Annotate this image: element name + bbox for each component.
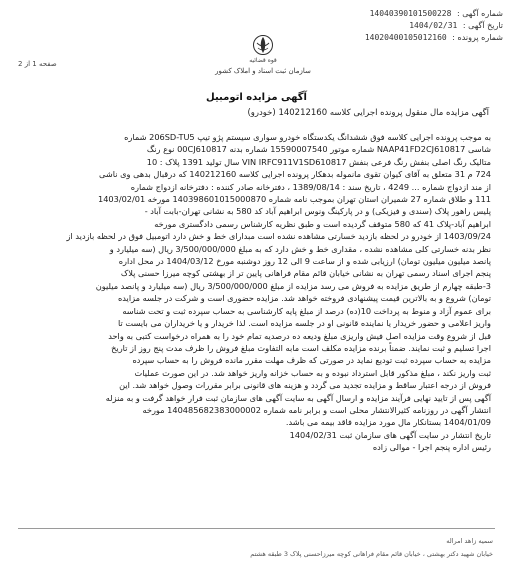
body-line: پانصد میلیون میلیون تومان) ارزیابی شده و از ساعت 9 الی 12 روز دوشنبه مورخ 1404/03/12 در محل اداره — [118, 256, 491, 267]
body-line: مزایده به حساب سپرده ثبت تودیع نماید در صورتی که ظرف مهلت مقرر مانده فروش را به حساب سپرده — [132, 355, 491, 366]
body-line: فروش از درجه اعتبار ساقط و مزایده تجدید می گردد و هزینه های قانونی برابر مقررات وصول خواهد شد. این — [119, 380, 491, 391]
case-number-row — [293, 32, 503, 44]
body-line: 1403/09/24 از خودرو در لحظه بازدید خسارتی مشاهده نشده است مبدارای خط و خش دارد اتومبیل فوق در لحظه بازدید از — [66, 231, 491, 242]
body-line: واریز اعلامی و حضور خریدار یا نماینده قانونی او در جلسه مزایده است. لذا خریدار و یا خریداران می بایست تا — [118, 318, 491, 329]
document-body — [21, 131, 491, 454]
ad-date-value: 1404/02/31 — [409, 21, 458, 30]
document-footer — [0, 528, 513, 558]
body-line: 724 م 31 متعلق به آقای کیوان تقوی مانموله بدهکار پرونده اجرایی کلاسه 140212160 که درقبال بدهی وی ناشی — [99, 169, 491, 180]
judiciary-name: قوه قضائیه — [249, 57, 277, 64]
body-line: انتشار آگهی در روزنامه کثیرالانتشار محلی است و برابر نامه شماره 140485682383000002 مورخه — [142, 404, 491, 415]
body-line: نظر بدنه خسارتی کلی مشاهده نشده ، مقداری خط و خش دارد که به مبلغ 3/500/000/000 ریال (سه میلیارد و — [109, 243, 491, 254]
department-head-line: رئیس اداره پنجم اجرا - موالی زاده — [372, 442, 491, 453]
footer-divider — [18, 528, 495, 529]
ad-date-label: تاریخ آگهی : — [462, 21, 503, 30]
ad-number-label: شماره آگهی : — [457, 9, 503, 18]
body-line: از مند ازدواج شماره ... 4249 ، تاریخ سند : 1389/08/14 ، دفترخانه صادر کننده : دفترخانه ازدواج شماره — [130, 181, 491, 192]
judiciary-emblem — [208, 34, 318, 84]
body-line: 3-طبقه چهارم از طریق مزایده به فروش می رسد مزایده از مبلغ 3/500/000/000 ریال (سه میلیارد و پانصد میلیون — [95, 280, 491, 291]
body-line: برای عموم آزاد و منوط به پرداخت 10(ده) درصد از مبلغ پایه کارشناسی به حساب سپرده ثبت و تحت شناسه — [122, 305, 491, 316]
body-line: تومان) شروع و به بالاترین قیمت پیشنهادی فروخته خواهد شد. مزایده حضوری است و شرکت در جلسه مزایده — [117, 293, 491, 304]
body-line: پنجم اجرای اسناد رسمی تهران به نشانی خیابان قائم مقام فراهانی پایین تر از بهشتی کوچه میرزا حسنی پلاک — [120, 268, 491, 279]
body-line: متالیک رنگ اصلی بنفش رنگ فرعی بنفش VIN IRFC911V1SD610817 سال تولید 1391 پلاک : 10 — [146, 156, 491, 167]
document-title: آگهی مزایده اتومبیل — [206, 92, 307, 103]
ad-number-row — [293, 8, 503, 20]
ad-number-value: 14040390101500228 — [369, 9, 452, 18]
ad-date-row — [293, 20, 503, 32]
body-line: آگهی پس از تایید نهایی فرآیند مزایده و ارسال آگهی به سایت آگهی های سازمان ثبت فرار خواهد گرفت و به منزله — [105, 392, 491, 403]
page-number: صفحه 1 از 2 — [18, 60, 57, 68]
body-line: به موجب پرونده اجرایی کلاسه فوق ششدانگ یکدستگاه خودرو سواری سیستم پژو تیپ 206SD-TU5 شماره — [124, 132, 491, 142]
footer-signatory: سمیه زاهد امراله — [446, 537, 493, 545]
body-line: ابراهیم آباد-پلاک 41 که 580 متوقف گردیده است و طبق نظریه کارشناس رسمی دادگستری مورخه — [154, 218, 491, 229]
body-line: اجرا تسلیم و ثبت نمایند. ضمناً برنده مزایده مکلف است مابه التفاوت مبلغ فروش را ظرف مدت پنج روز از تاریخ — [111, 342, 491, 353]
document-subtitle: آگهی مزایده مال منقول پرونده اجرایی کلاسه 140212160 (خودرو) — [247, 108, 489, 118]
body-line: 111 و طلاق شماره 27 شمیران استان تهران بموجب نامه شماره 140398601015000870 مورخه 1403/02/01 — [98, 194, 491, 205]
body-line: 1404/01/09 بستانکار مال مورد مزایده فاقد بیمه می باشد. — [285, 417, 491, 428]
body-line: قبل از شروع وقت مزایده اصل فیش واریزی مبلغ ودیعه ده درصدیه تمام خود را به همراه درخواست کتبی به واحد — [108, 330, 491, 341]
publication-date-line: تاریخ انتشار در سایت آگهی های سازمان ثبت 1404/02/31 — [289, 429, 491, 440]
body-line: ثبت واریز نکند ، مبلغ مذکور قابل استرداد نبوده و به حساب خزانه واریز خواهد شد. در این صورت عملیات — [134, 367, 491, 378]
organization-name: سازمان ثبت اسناد و املاک کشور — [215, 67, 311, 75]
case-number-label: شماره پرونده : — [452, 33, 503, 42]
footer-address: خیابان شهید دکتر بهشتی ، خیابان قائم مقام فراهانی کوچه میرزاحسنی پلاک 3 طبقه هشتم — [250, 550, 493, 558]
ad-metadata — [293, 8, 503, 44]
body-line: پلیس راهور پلاک (سندی و فیزیکی) و در پارکینگ ونوس ابراهیم آباد کد 580 به نشانی تهران-بابت آباد - — [144, 206, 491, 217]
case-number-value: 14020400105012160 — [364, 33, 447, 42]
body-line: شاسی NAAP41FD2CJ610817 شماره موتور 15590007540 شماره بدنه 00CJ610817 نوع رنگ — [146, 144, 491, 155]
emblem-icon — [252, 34, 274, 56]
